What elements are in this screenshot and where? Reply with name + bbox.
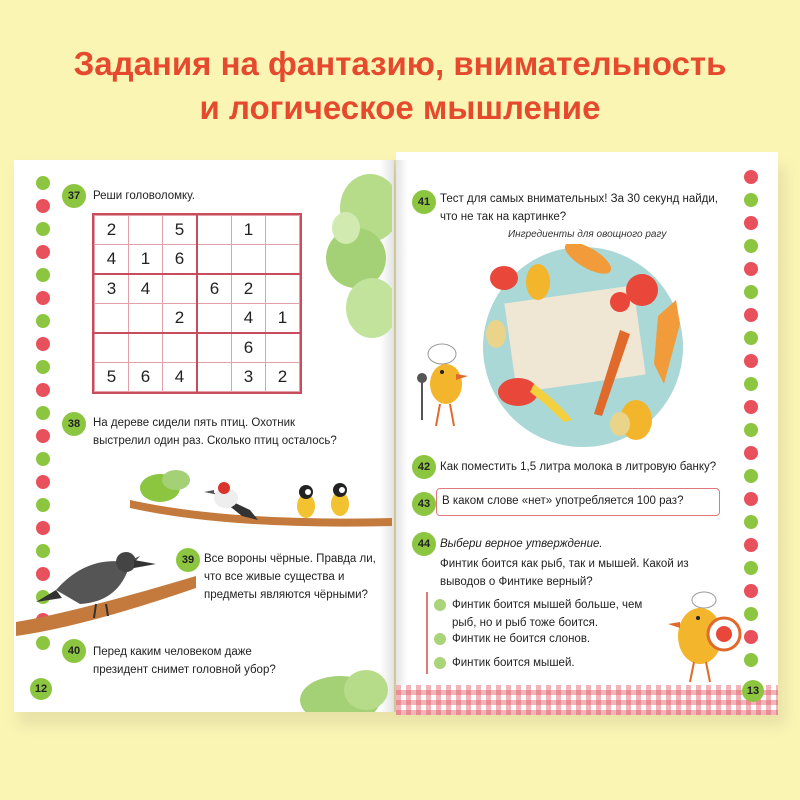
margin-dot (36, 314, 50, 328)
sudoku-cell[interactable]: 4 (163, 363, 198, 392)
sudoku-cell[interactable]: 1 (232, 216, 266, 245)
sudoku-cell[interactable] (266, 333, 300, 363)
question-badge-37: 37 (62, 184, 86, 208)
margin-dot (36, 383, 50, 397)
margin-dot (744, 170, 758, 184)
chick-chef-illustration (412, 340, 482, 440)
sudoku-cell[interactable]: 4 (232, 304, 266, 334)
sudoku-cell[interactable]: 5 (163, 216, 198, 245)
margin-dot (744, 492, 758, 506)
margin-dot (744, 262, 758, 276)
sudoku-cell[interactable] (232, 245, 266, 275)
sudoku-cell[interactable] (266, 216, 300, 245)
sudoku-cell[interactable]: 6 (232, 333, 266, 363)
margin-dot (36, 429, 50, 443)
sudoku-cell[interactable]: 4 (95, 245, 129, 275)
question-badge-38: 38 (62, 412, 86, 436)
margin-dot (744, 538, 758, 552)
sudoku-cell[interactable] (163, 274, 198, 304)
question-44-instruction: Выбери верное утверждение. (440, 538, 603, 550)
checkered-tablecloth-strip (396, 685, 778, 715)
tree-illustration (326, 168, 392, 368)
sudoku-cell[interactable]: 1 (129, 245, 163, 275)
sudoku-cell[interactable] (266, 245, 300, 275)
question-40-text: Перед каким человеком даже президент снимет головной убор? (93, 646, 276, 676)
question-badge-44: 44 (412, 532, 436, 556)
sudoku-cell[interactable]: 1 (266, 304, 300, 334)
margin-dot (744, 285, 758, 299)
headline-line-1: Задания на фантазию, внимательность (73, 45, 727, 82)
margin-dot (36, 475, 50, 489)
question-39-text: Все вороны чёрные. Правда ли, что все живые существа и предметы являются чёрными? (204, 553, 376, 601)
sudoku-cell[interactable]: 5 (95, 363, 129, 392)
headline (0, 42, 800, 130)
margin-dot (744, 354, 758, 368)
question-42-text: Как поместить 1,5 литра молока в литровую банку? (440, 461, 717, 473)
page-number-right: 13 (742, 680, 764, 702)
option-bullet (434, 599, 446, 611)
margin-dot (744, 515, 758, 529)
margin-dot (36, 360, 50, 374)
margin-dot (36, 406, 50, 420)
sudoku-cell[interactable] (197, 304, 232, 334)
margin-dot (36, 176, 50, 190)
headline-line-2: и логическое мышление (199, 89, 601, 126)
page-number-left: 12 (30, 678, 52, 700)
question-badge-43: 43 (412, 492, 436, 516)
sudoku-cell[interactable]: 2 (266, 363, 300, 392)
sudoku-cell[interactable] (129, 216, 163, 245)
sudoku-cell[interactable]: 2 (95, 216, 129, 245)
sudoku-cell[interactable] (266, 274, 300, 304)
sudoku-cell[interactable] (95, 333, 129, 363)
margin-dot (36, 498, 50, 512)
margin-dot (36, 199, 50, 213)
sudoku-cell[interactable] (95, 304, 129, 334)
question-badge-39: 39 (176, 548, 200, 572)
sudoku-cell[interactable] (197, 333, 232, 363)
margin-dot (36, 452, 50, 466)
margin-dot (744, 193, 758, 207)
bush-illustration (300, 660, 390, 712)
question-38-text: На дереве сидели пять птиц. Охотник выстрелил один раз. Сколько птиц осталось? (93, 417, 337, 447)
sudoku-cell[interactable] (129, 304, 163, 334)
sudoku-cell[interactable]: 6 (129, 363, 163, 392)
sudoku-cell[interactable]: 2 (163, 304, 198, 334)
sudoku-cell[interactable]: 3 (232, 363, 266, 392)
option-bullet (434, 633, 446, 645)
margin-dot (744, 561, 758, 575)
chick-plate-illustration (660, 588, 750, 688)
margin-dot (36, 337, 50, 351)
sudoku-grid[interactable] (92, 213, 302, 394)
sudoku-cell[interactable] (197, 363, 232, 392)
sudoku-cell[interactable]: 6 (197, 274, 232, 304)
margin-dot (744, 216, 758, 230)
margin-dot (744, 239, 758, 253)
margin-dot (744, 331, 758, 345)
margin-dot (744, 423, 758, 437)
margin-dot (744, 446, 758, 460)
sudoku-cell[interactable]: 4 (129, 274, 163, 304)
sudoku-cell[interactable]: 6 (163, 245, 198, 275)
margin-dot (36, 245, 50, 259)
margin-dot (36, 222, 50, 236)
question-badge-40: 40 (62, 639, 86, 663)
question-41-text: Тест для самых внимательных! За 30 секунд найди, что не так на картинке? (440, 193, 718, 223)
margin-dot (744, 469, 758, 483)
question-44-text: Финтик боится как рыб, так и мышей. Какой из выводов о Финтике верный? (440, 558, 689, 588)
question-43-text: В каком слове «нет» употребляется 100 раз? (442, 495, 684, 507)
margin-dot (744, 377, 758, 391)
question-37-text: Реши головоломку. (93, 190, 195, 202)
margin-dot (744, 400, 758, 414)
sudoku-cell[interactable] (197, 245, 232, 275)
sudoku-cell[interactable] (197, 216, 232, 245)
crow-illustration (16, 530, 196, 640)
sudoku-cell[interactable]: 2 (232, 274, 266, 304)
question-badge-41: 41 (412, 190, 436, 214)
margin-dot (36, 291, 50, 305)
option-bullet (434, 657, 446, 669)
question-41-caption: Ингредиенты для овощного рагу (508, 229, 667, 240)
question-badge-42: 42 (412, 455, 436, 479)
margin-dot (744, 308, 758, 322)
sudoku-cell[interactable] (163, 333, 198, 363)
sudoku-cell[interactable]: 3 (95, 274, 129, 304)
vegetable-plate-illustration (480, 244, 690, 454)
sudoku-cell[interactable] (129, 333, 163, 363)
margin-dot (36, 268, 50, 282)
